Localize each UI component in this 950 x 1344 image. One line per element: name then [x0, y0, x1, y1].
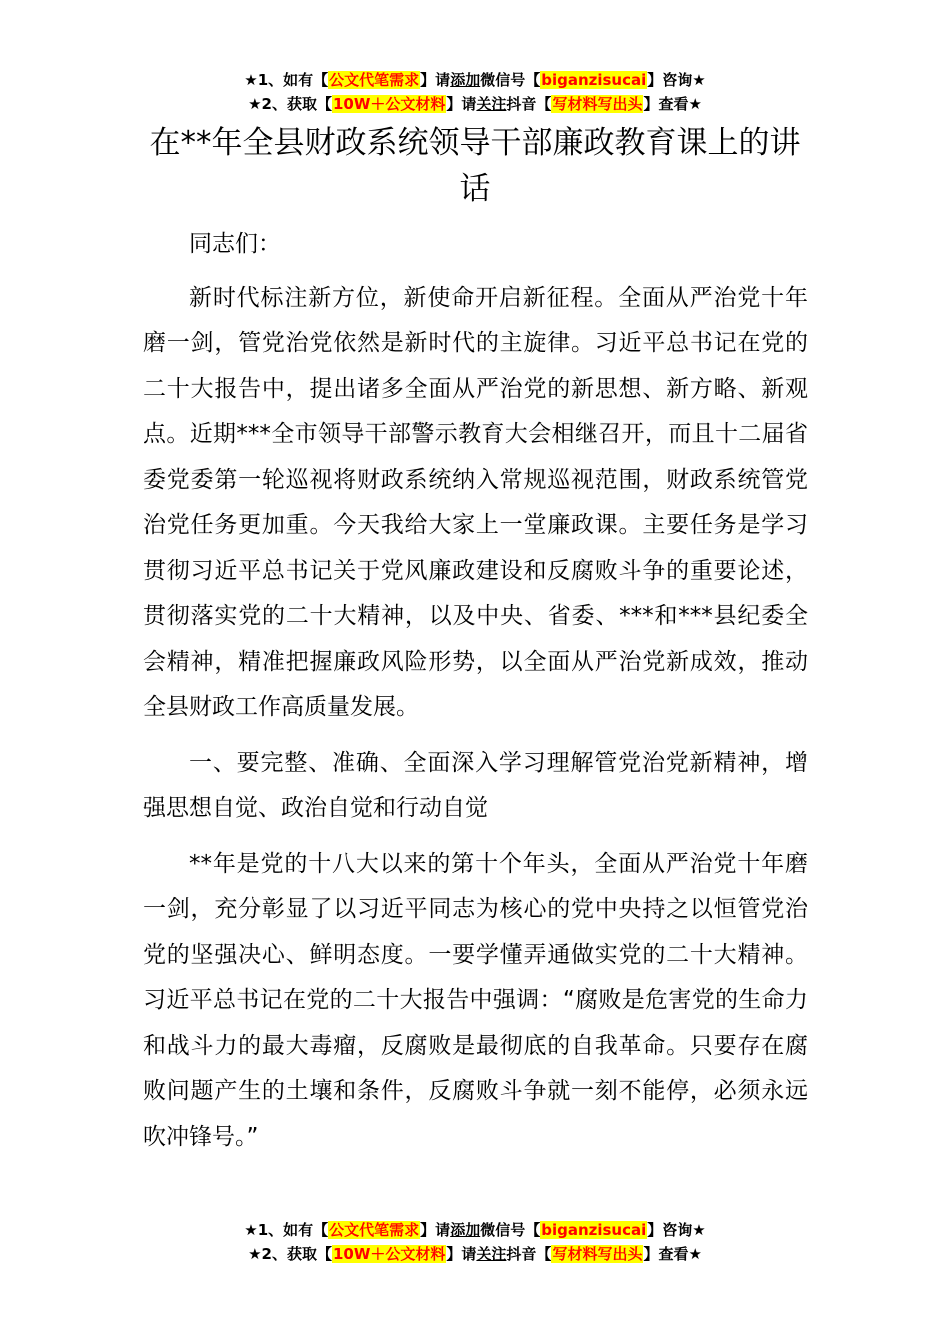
promo-highlight: 写材料写出头 [552, 1245, 643, 1263]
promo-highlight: 10W＋公文材料 [332, 95, 446, 113]
promo-text: 微信号【 [480, 71, 541, 89]
promo-underlined: 添加 [450, 71, 481, 89]
promo-highlight: biganzisucai [541, 1221, 647, 1239]
promo-underlined: 关注 [476, 1245, 507, 1263]
promo-text: 】请 [446, 95, 477, 113]
promo-text: 】请 [446, 1245, 477, 1263]
promo-highlight: 10W＋公文材料 [332, 1245, 446, 1263]
promo-banner-bottom [0, 1218, 950, 1266]
promo-banner-top [0, 68, 950, 116]
promo-text: 】咨询★ [647, 71, 706, 89]
promo-highlight: 公文代笔需求 [329, 71, 420, 89]
greeting: 同志们： [189, 231, 281, 257]
promo-underlined: 添加 [450, 1221, 481, 1239]
promo-text: 抖音【 [506, 1245, 552, 1263]
promo-text: 】请 [420, 71, 451, 89]
promo-text: 微信号【 [480, 1221, 541, 1239]
promo-underlined: 关注 [476, 95, 507, 113]
promo-text: 抖音【 [506, 95, 552, 113]
promo-text: ★2、获取【 [248, 1245, 332, 1263]
promo-line-2 [0, 1242, 950, 1266]
promo-text: 】咨询★ [647, 1221, 706, 1239]
promo-highlight: biganzisucai [541, 71, 647, 89]
promo-text: ★2、获取【 [248, 95, 332, 113]
promo-text: ★1、如有【 [244, 71, 329, 89]
promo-text: 】请 [420, 1221, 451, 1239]
promo-highlight: 公文代笔需求 [329, 1221, 420, 1239]
section-heading: 一、要完整、准确、全面深入学习理解管党治党新精神，增强思想自觉、政治自觉和行动自觉 [143, 749, 808, 821]
promo-line-1 [0, 1218, 950, 1242]
promo-line-1 [0, 68, 950, 92]
document-title: 在**年全县财政系统领导干部廉政教育课上的讲话 [149, 125, 801, 207]
paragraph: 新时代标注新方位，新使命开启新征程。全面从严治党十年磨一剑，管党治党依然是新时代的主旋律。习近平总书记在党的二十大报告中，提出诸多全面从严治党的新思想、新方略、新观点。近期***全市领导干部警示教育大会相继召开，而且十二届省委党委第一轮巡视将财政系统纳入常规巡视范围，财政系统管党治党任务更加重。今天我给大家上一堂廉政课。主要任务是学习贯彻习近平总书记关于党风廉政建设和反腐败斗争的重要论述，贯彻落实党的二十大精神，以及中央、省委、***和***县纪委全会精神，精准把握廉政风险形势，以全面从严治党新成效，推动全县财政工作高质量发展。 [143, 284, 808, 720]
promo-highlight: 写材料写出头 [552, 95, 643, 113]
document-body [143, 222, 808, 1170]
promo-line-2 [0, 92, 950, 116]
promo-text: ★1、如有【 [244, 1221, 329, 1239]
promo-text: 】查看★ [643, 1245, 702, 1263]
paragraph: **年是党的十八大以来的第十个年头，全面从严治党十年磨一剑，充分彰显了以习近平同志为核心的党中央持之以恒管党治党的坚强决心、鲜明态度。一要学懂弄通做实党的二十大精神。习近平总书记在党的二十大报告中强调：“腐败是危害党的生命力和战斗力的最大毒瘤，反腐败是最彻底的自我革命。只要存在腐败问题产生的土壤和条件，反腐败斗争就一刻不能停，必须永远吹冲锋号。” [143, 850, 808, 1150]
promo-text: 】查看★ [643, 95, 702, 113]
